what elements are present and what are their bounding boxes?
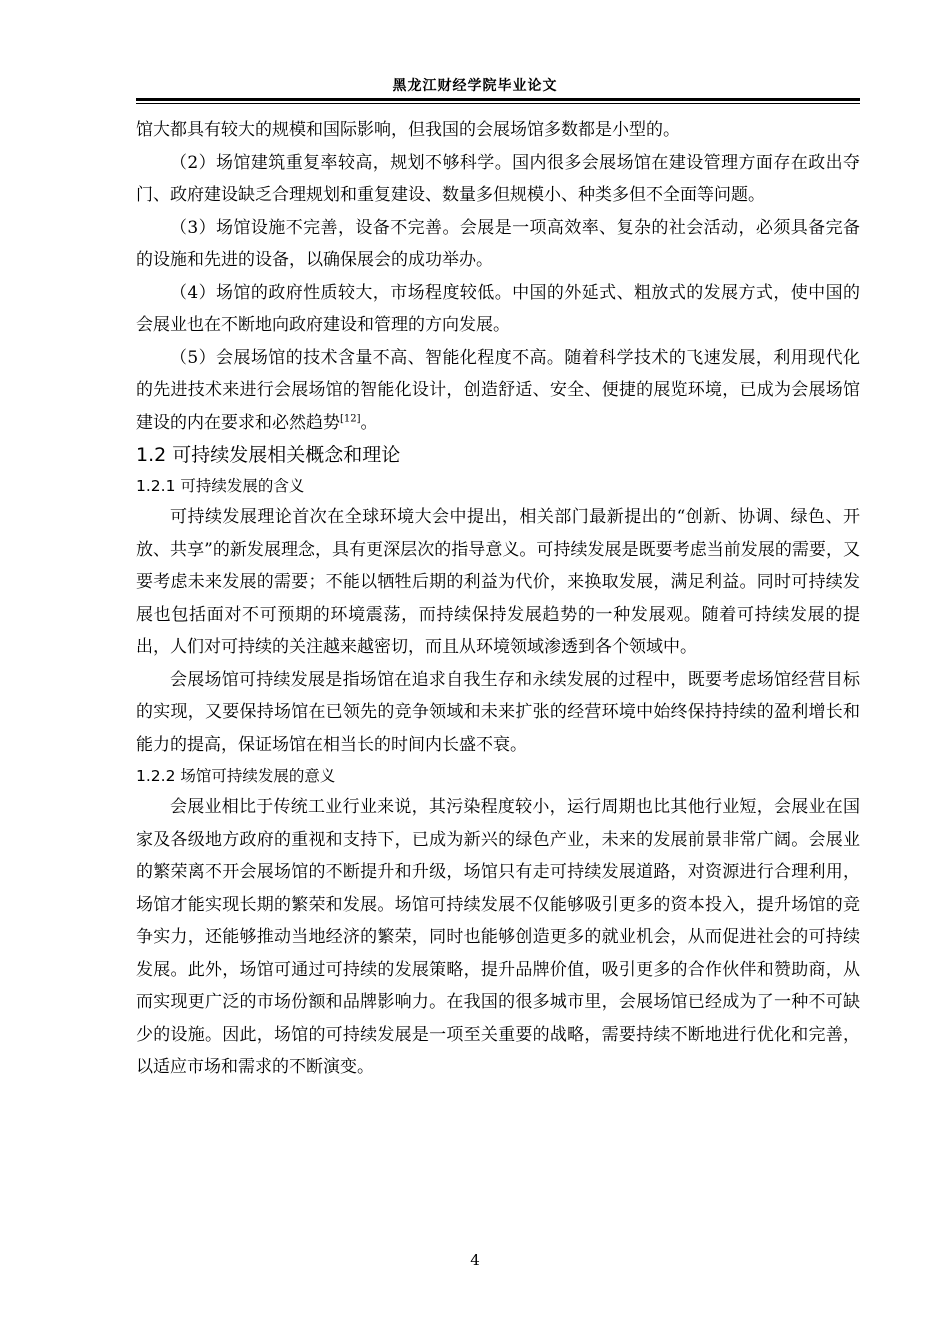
paragraph-venue-definition: 会展场馆可持续发展是指场馆在追求自我生存和永续发展的过程中，既要考虑场馆经营目标的实现，又要保持场馆在已领先的竞争领域和未来扩张的经营环境中始终保持持续的盈利增长和能力的提高，保证场馆在相当长的时间内长盛不衰。 xyxy=(136,669,860,755)
paragraph-item-2: （2）场馆建筑重复率较高，规划不够科学。国内很多会展场馆在建设管理方面存在政出夺门、政府建设缺乏合理规划和重复建设、数量多但规模小、种类多但不全面等问题。 xyxy=(136,152,860,205)
subsection-heading-1: 1.2.1 可持续发展的含义 xyxy=(136,477,305,495)
header-rule-thick xyxy=(136,98,860,101)
section-heading: 1.2 可持续发展相关概念和理论 xyxy=(136,444,401,466)
running-header: 黑龙江财经学院毕业论文 xyxy=(392,78,558,94)
subsection-heading-2: 1.2.2 场馆可持续发展的意义 xyxy=(136,767,336,785)
paragraph-item-5 xyxy=(136,342,860,440)
page-number: 4 xyxy=(470,1251,480,1269)
paragraph-item-5-text: （5）会展场馆的技术含量不高、智能化程度不高。随着科学技术的飞速发展，利用现代化的先进技术来进行会展场馆的智能化设计，创造舒适、安全、便捷的展览环境，已成为会展场馆建设的内在要求和必然趋势 xyxy=(136,347,860,433)
paragraph-significance: 会展业相比于传统工业行业来说，其污染程度较小，运行周期也比其他行业短，会展业在国家及各级地方政府的重视和支持下，已成为新兴的绿色产业，未来的发展前景非常广阔。会展业的繁荣离不开会展场馆的不断提升和升级，场馆只有走可持续发展道路，对资源进行合理利用，场馆才能实现长期的繁荣和发展。场馆可持续发展不仅能够吸引更多的资本投入，提升场馆的竞争实力，还能够推动当地经济的繁荣，同时也能够创造更多的就业机会，从而促进社会的可持续发展。此外，场馆可通过可持续的发展策略，提升品牌价值，吸引更多的合作伙伴和赞助商，从而实现更广泛的市场份额和品牌影响力。在我国的很多城市里，会展场馆已经成为了一种不可缺少的设施。因此，场馆的可持续发展是一项至关重要的战略，需要持续不断地进行优化和完善，以适应市场和需求的不断演变。 xyxy=(136,797,860,1077)
paragraph-item-5-end: 。 xyxy=(360,412,378,433)
paragraph-item-3: （3）场馆设施不完善，设备不完善。会展是一项高效率、复杂的社会活动，必须具备完备的设施和先进的设备，以确保展会的成功举办。 xyxy=(136,217,860,270)
header-rule-thin xyxy=(136,103,860,104)
paragraph-definition: 可持续发展理论首次在全球环境大会中提出，相关部门最新提出的“创新、协调、绿色、开放、共享”的新发展理念，具有更深层次的指导意义。可持续发展是既要考虑当前发展的需要，又要考虑未来发展的需要；不能以牺牲后期的利益为代价，来换取发展，满足利益。同时可持续发展也包括面对不可预期的环境震荡，而持续保持发展趋势的一种发展观。随着可持续发展的提出，人们对可持续的关注越来越密切，而且从环境领域渗透到各个领域中。 xyxy=(136,507,860,657)
page-body xyxy=(136,114,860,1084)
paragraph-item-4: （4）场馆的政府性质较大，市场程度较低。中国的外延式、粗放式的发展方式，使中国的会展业也在不断地向政府建设和管理的方向发展。 xyxy=(136,282,860,335)
citation-ref: [12] xyxy=(340,412,361,424)
paragraph-continuation: 馆大都具有较大的规模和国际影响，但我国的会展场馆多数都是小型的。 xyxy=(136,120,680,140)
